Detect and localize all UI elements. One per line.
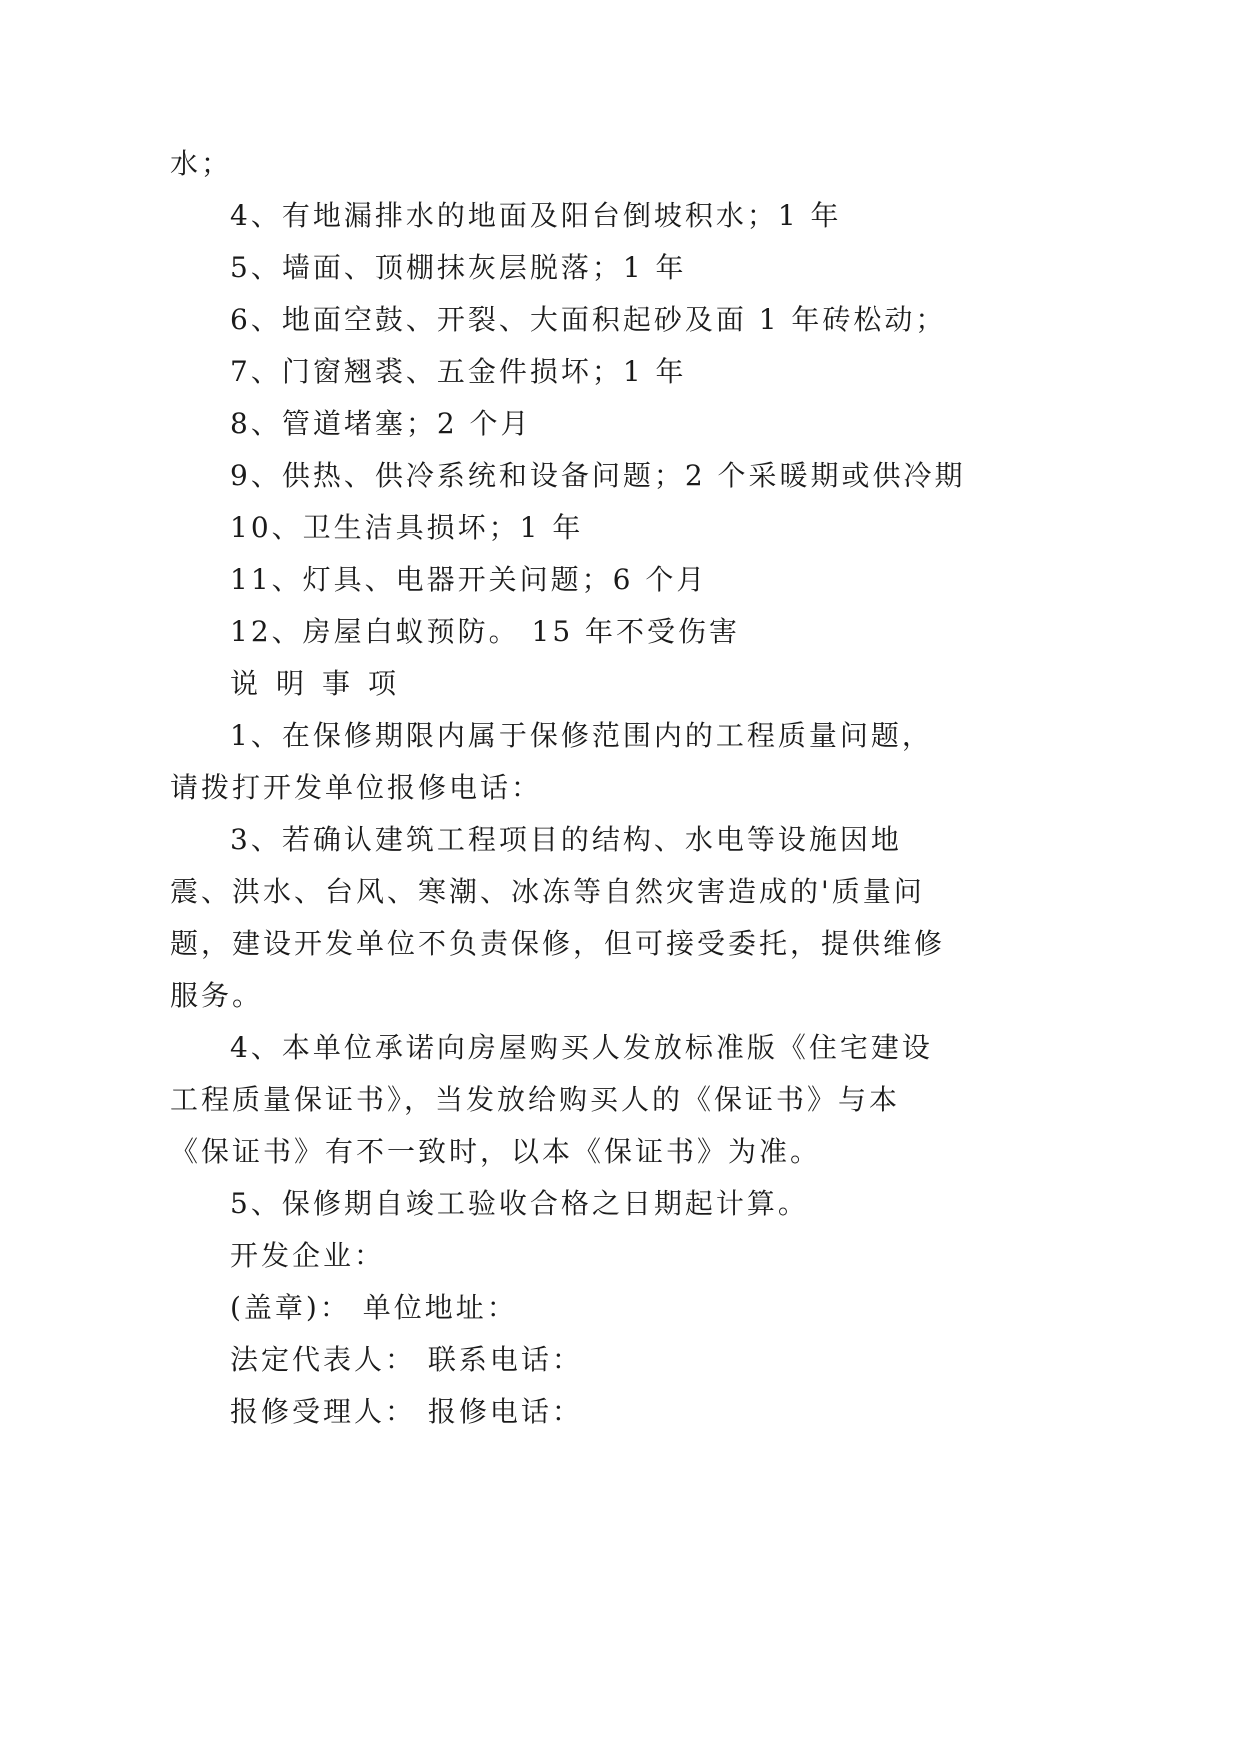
note-paragraph: 4、本单位承诺向房屋购买人发放标准版《住宅建设工程质量保证书》，当发放给购买人的《保证书》与本《保证书》有不一致时，以本《保证书》为准。: [170, 1031, 933, 1168]
list-item: 7、门窗翘裘、五金件损坏；1 年: [230, 355, 687, 388]
list-item: 11、灯具、电器开关问题；6 个月: [230, 563, 708, 596]
signature-line-seal-address: (盖章)： 单位地址：: [230, 1291, 518, 1324]
signature-line-repair-contact: 报修受理人： 报修电话：: [230, 1395, 583, 1428]
list-item-continuation: 水；: [170, 147, 233, 180]
list-item: 9、供热、供冷系统和设备问题；2 个采暖期或供冷期: [230, 459, 966, 492]
list-item: 6、地面空鼓、开裂、大面积起砂及面 1 年砖松动；: [230, 303, 947, 336]
signature-line-representative-phone: 法定代表人： 联系电话：: [230, 1343, 583, 1376]
list-item: 12、房屋白蚁预防。 15 年不受伤害: [230, 615, 741, 648]
note-paragraph: 1、在保修期限内属于保修范围内的工程质量问题，请拨打开发单位报修电话：: [170, 719, 933, 804]
list-item: 8、管道堵塞；2 个月: [230, 407, 532, 440]
note-paragraph: 3、若确认建筑工程项目的结构、水电等设施因地震、洪水、台风、寒潮、冰冻等自然灾害造成的'质量问题，建设开发单位不负责保修，但可接受委托，提供维修服务。: [170, 823, 946, 1012]
note-paragraph: 5、保修期自竣工验收合格之日期起计算。: [230, 1187, 809, 1220]
list-item: 4、有地漏排水的地面及阳台倒坡积水；1 年: [230, 199, 842, 232]
signature-line-developer: 开发企业：: [230, 1239, 386, 1272]
notes-heading: 说明事项: [230, 667, 415, 700]
document-body: [170, 138, 966, 1438]
list-item: 5、墙面、顶棚抹灰层脱落；1 年: [230, 251, 687, 284]
list-item: 10、卫生洁具损坏；1 年: [230, 511, 584, 544]
